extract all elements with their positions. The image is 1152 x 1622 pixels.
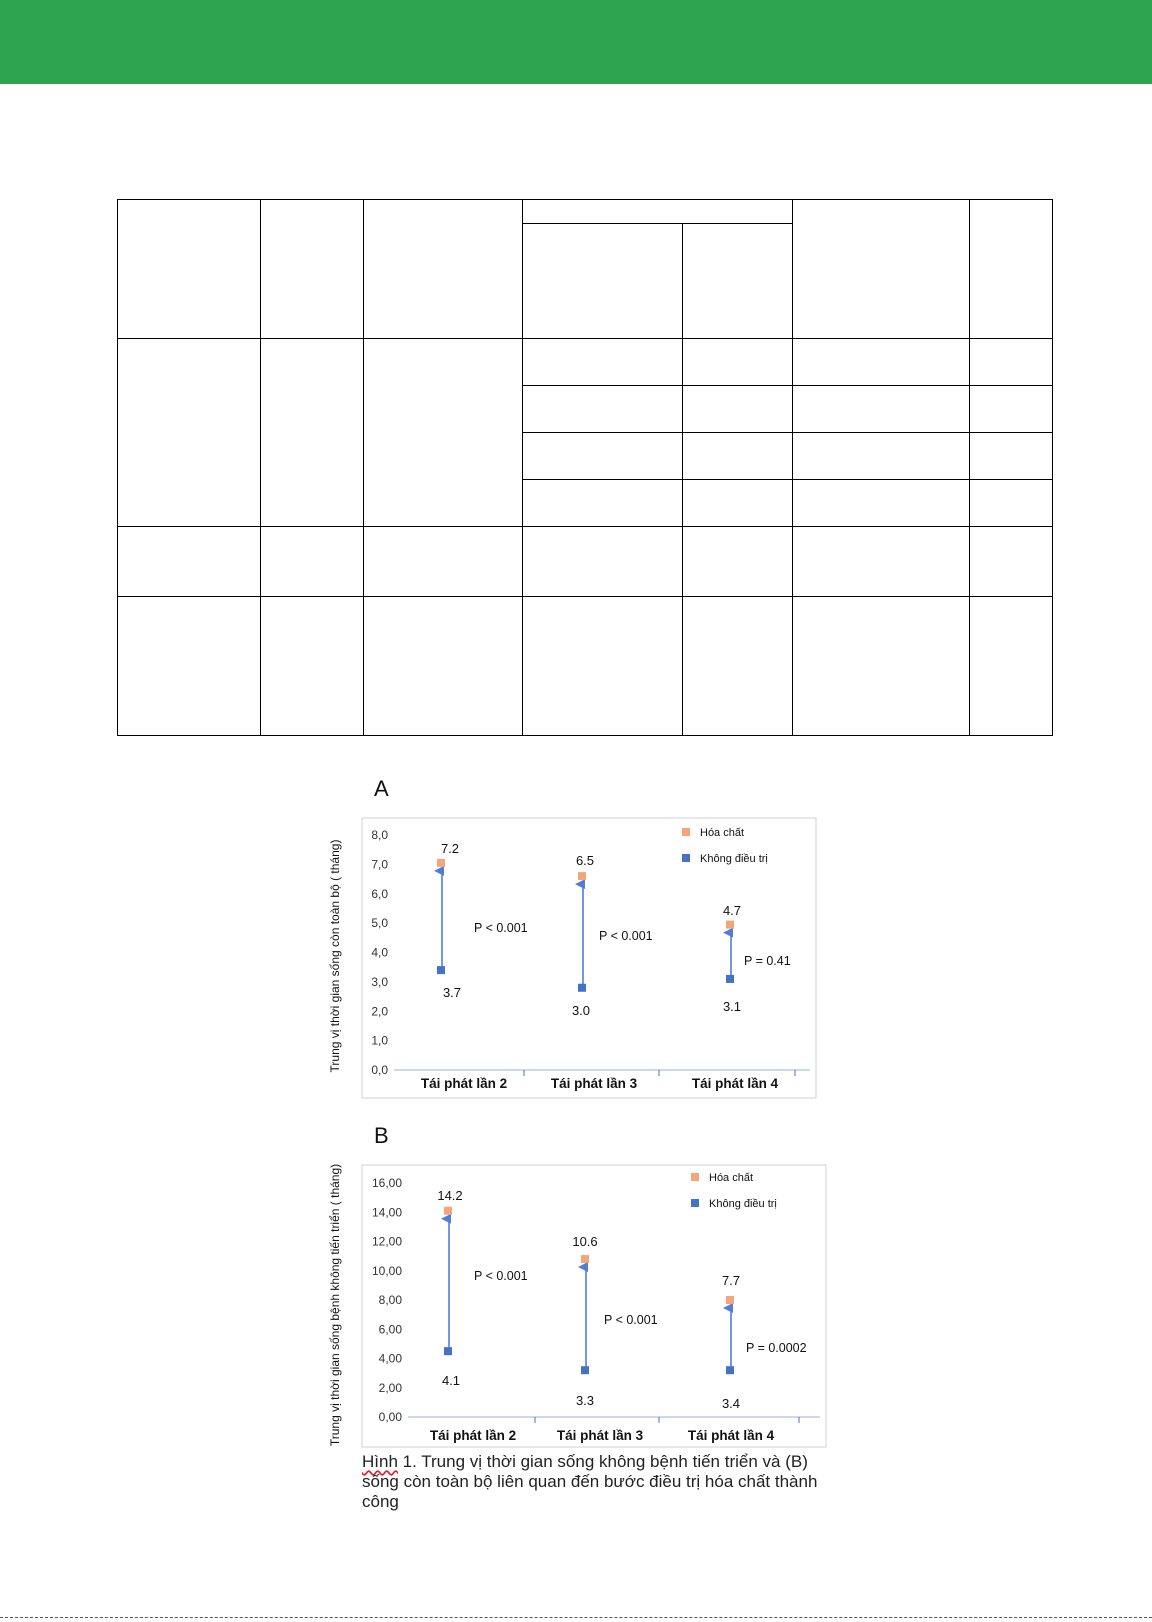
p-value-label: P = 0.41 xyxy=(744,954,791,968)
x-category-label: Tái phát lần 3 xyxy=(556,1428,644,1443)
table-cell xyxy=(683,433,793,480)
y-tick-label: 8,00 xyxy=(378,1293,402,1307)
legend-label: Hóa chất xyxy=(709,1172,754,1184)
table-cell xyxy=(118,200,261,339)
y-axis-label: Trung vị thời gian sống còn toàn bộ ( tháng) xyxy=(328,839,342,1073)
header-band xyxy=(0,0,1152,84)
y-tick-label: 2,00 xyxy=(378,1380,402,1395)
table-cell xyxy=(523,339,683,386)
legend-swatch xyxy=(682,828,690,836)
table-cell xyxy=(523,480,683,527)
no-treatment-value-label: 3.7 xyxy=(442,985,462,1000)
no-treatment-value-label: 3.0 xyxy=(571,1003,591,1018)
table-cell xyxy=(523,200,793,224)
y-tick-label: 16,00 xyxy=(371,1176,402,1190)
y-tick-label: 4,00 xyxy=(378,1351,402,1366)
y-tick-label: 8,0 xyxy=(371,828,388,842)
table-cell xyxy=(523,386,683,433)
table-cell xyxy=(793,480,970,527)
table-cell xyxy=(683,339,793,386)
table-cell xyxy=(118,527,261,597)
legend-swatch xyxy=(682,854,690,862)
table-cell xyxy=(261,339,364,527)
chart-b-svg xyxy=(320,1123,830,1449)
y-tick-label: 6,00 xyxy=(378,1322,402,1337)
table-cell xyxy=(523,433,683,480)
table-cell xyxy=(683,480,793,527)
no-treatment-marker xyxy=(437,966,445,974)
table-cell xyxy=(523,527,683,597)
y-tick-label: 2,0 xyxy=(371,1004,388,1019)
table-cell xyxy=(970,480,1053,527)
y-tick-label: 0,0 xyxy=(371,1063,388,1077)
chemo-value-label: 7.2 xyxy=(440,841,460,856)
figure-panel-b xyxy=(320,1123,830,1449)
chemo-marker xyxy=(437,859,445,867)
caption-text: 1. Trung vị thời gian sống không bệnh tiến triển và (B) sống còn toàn bộ liên quan đến bước điều trị hóa chất thành công xyxy=(362,1452,818,1511)
y-tick-label: 5,0 xyxy=(371,916,388,931)
table-cell xyxy=(118,339,261,527)
table-cell xyxy=(118,597,261,736)
no-treatment-value-label: 3.1 xyxy=(722,999,742,1014)
chemo-marker xyxy=(726,1296,734,1304)
chemo-value-label: 14.2 xyxy=(437,1188,463,1203)
table-row xyxy=(118,339,1053,386)
y-tick-label: 12,00 xyxy=(371,1234,402,1249)
x-category-label: Tái phát lần 4 xyxy=(687,1428,775,1443)
table-cell xyxy=(793,527,970,597)
no-treatment-value-label: 4.1 xyxy=(441,1373,461,1388)
y-tick-label: 10,00 xyxy=(371,1263,402,1278)
footer-divider xyxy=(0,1617,1152,1618)
table-cell xyxy=(970,339,1053,386)
x-category-label: Tái phát lần 3 xyxy=(550,1076,638,1091)
chemo-marker xyxy=(581,1255,589,1263)
p-value-label: P = 0.0002 xyxy=(746,1341,807,1355)
legend-swatch xyxy=(691,1199,699,1207)
chemo-value-label: 4.7 xyxy=(722,903,742,918)
no-treatment-value-label: 3.4 xyxy=(721,1396,741,1411)
table-row xyxy=(118,200,1053,224)
chemo-marker xyxy=(578,872,586,880)
p-value-label: P < 0.001 xyxy=(599,929,653,943)
table-cell xyxy=(970,386,1053,433)
y-axis-label: Trung vị thời gian sống bệnh không tiến triển ( tháng) xyxy=(328,1163,342,1447)
chemo-marker xyxy=(726,921,734,929)
y-tick-label: 6,0 xyxy=(371,886,388,901)
table-cell xyxy=(970,597,1053,736)
chart-a-svg xyxy=(320,778,820,1098)
table-cell xyxy=(683,527,793,597)
y-tick-label: 1,0 xyxy=(371,1033,388,1048)
no-treatment-value-label: 3.3 xyxy=(575,1393,595,1408)
table-row xyxy=(118,597,1053,736)
table-row xyxy=(118,527,1053,597)
chemo-value-label: 6.5 xyxy=(575,853,595,868)
legend-label: Không điều trị xyxy=(709,1198,777,1210)
y-tick-label: 0,00 xyxy=(378,1410,402,1424)
chemo-value-label: 7.7 xyxy=(721,1273,741,1288)
p-value-label: P < 0.001 xyxy=(604,1313,658,1327)
panel-letter: A xyxy=(374,776,389,801)
panel-letter: B xyxy=(374,1123,389,1148)
table-cell xyxy=(970,200,1053,339)
y-tick-label: 7,0 xyxy=(371,857,388,872)
figure-caption xyxy=(362,1452,822,1512)
table-cell xyxy=(683,597,793,736)
table-cell xyxy=(793,433,970,480)
data-table xyxy=(117,199,1053,736)
data-table-container xyxy=(117,199,1053,736)
table-cell xyxy=(683,386,793,433)
p-value-label: P < 0.001 xyxy=(474,921,528,935)
p-value-label: P < 0.001 xyxy=(474,1269,528,1283)
legend-swatch xyxy=(691,1173,699,1181)
caption-figure-word: Hình xyxy=(362,1452,398,1471)
no-treatment-marker xyxy=(726,975,734,983)
table-cell xyxy=(364,200,523,339)
table-cell xyxy=(793,339,970,386)
table-cell xyxy=(970,527,1053,597)
no-treatment-marker xyxy=(581,1366,589,1374)
table-cell xyxy=(261,527,364,597)
table-cell xyxy=(793,200,970,339)
no-treatment-marker xyxy=(578,984,586,992)
table-cell xyxy=(364,527,523,597)
table-cell xyxy=(364,339,523,527)
table-cell xyxy=(261,597,364,736)
no-treatment-marker xyxy=(726,1366,734,1374)
table-cell xyxy=(523,224,683,339)
figure-panel-a xyxy=(320,778,820,1098)
no-treatment-marker xyxy=(444,1347,452,1355)
table-cell xyxy=(793,597,970,736)
legend-label: Không điều trị xyxy=(700,853,768,865)
x-category-label: Tái phát lần 2 xyxy=(429,1428,517,1443)
table-cell xyxy=(683,224,793,339)
y-tick-label: 14,00 xyxy=(371,1205,402,1220)
table-cell xyxy=(261,200,364,339)
table-cell xyxy=(523,597,683,736)
table-cell xyxy=(793,386,970,433)
y-tick-label: 4,0 xyxy=(371,945,388,960)
y-tick-label: 3,0 xyxy=(371,974,388,989)
chemo-value-label: 10.6 xyxy=(572,1234,598,1249)
x-category-label: Tái phát lần 2 xyxy=(420,1076,508,1091)
x-category-label: Tái phát lần 4 xyxy=(691,1076,779,1091)
chemo-marker xyxy=(444,1207,452,1215)
table-cell xyxy=(970,433,1053,480)
legend-label: Hóa chất xyxy=(700,827,745,839)
table-cell xyxy=(364,597,523,736)
